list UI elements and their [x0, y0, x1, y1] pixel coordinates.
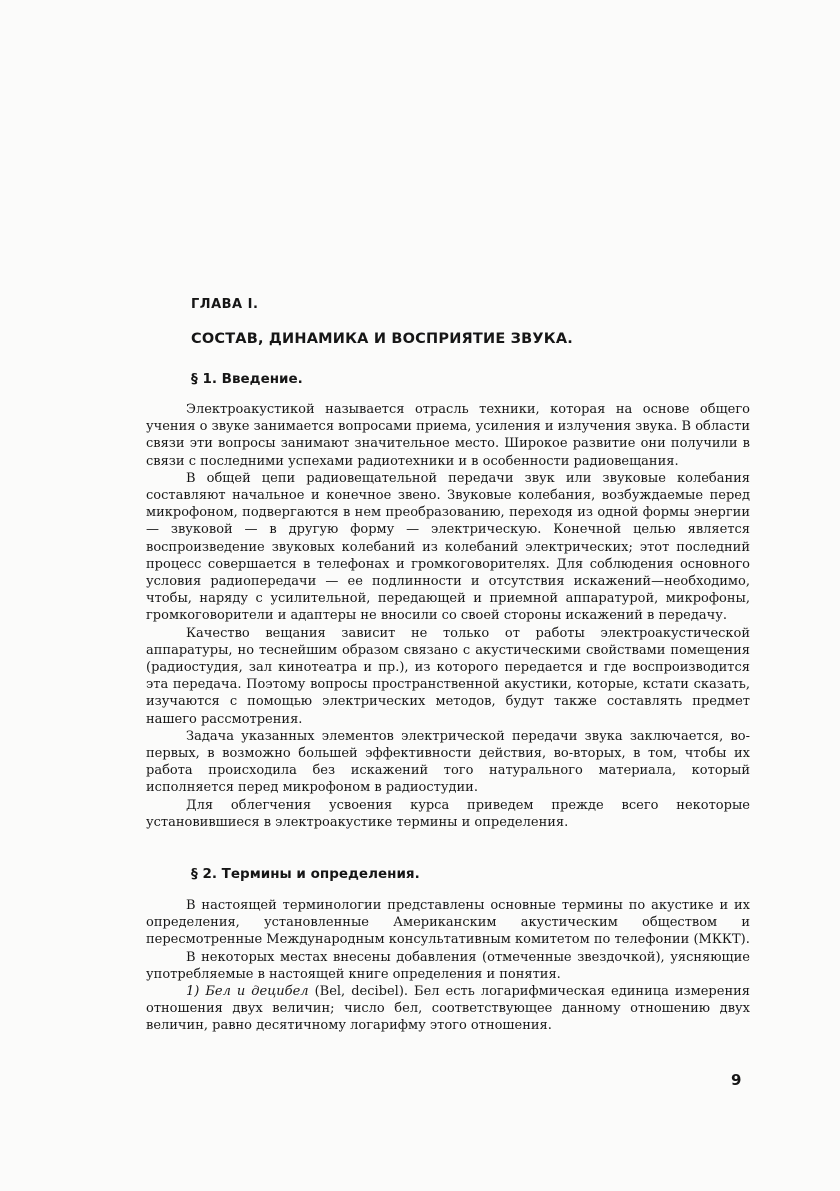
paragraph: Качество вещания зависит не только от работы электроакустической аппаратуры, но теснейшим образом связано с акустическими свойствами помещения (радиостудия, зал кинотеатра и пр.), из которого передается и где воспроизводится эта передача. Поэтому вопросы пространственной акустики, которые, кстати сказать, изучаются с помощью электрических методов, будут также составлять предмет нашего рассмотрения. [146, 625, 750, 727]
chapter-label: ГЛАВА I. [191, 297, 259, 312]
paragraph: В некоторых местах внесены добавления (отмеченные звездочкой), уясняющие употребляемые в настоящей книге определения и понятия. [146, 949, 750, 982]
paragraph: Электроакустикой называется отрасль техники, которая на основе общего учения о звуке занимается вопросами приема, усиления и излучения звука. В области связи эти вопросы занимают значительное место. Широкое развитие они получили в связи с последними успехами радиотехники и в особенности радиовещания. [146, 402, 750, 469]
paragraph: Задача указанных элементов электрической передачи звука заключается, во-первых, в возможно большей эффективности действия, во-вторых, в том, чтобы их работа происходила без искажений того натурального материала, который исполняется перед микрофоном в радиостудии. [146, 728, 750, 796]
section-heading-introduction: § 1. Введение. [191, 371, 303, 387]
term-definition [146, 983, 750, 1035]
paragraph: В настоящей терминологии представлены основные термины по акустике и их определения, установленные Американским акустическим обществом и пересмотренные Международным консультативным комитетом по телефонии (МККТ). [146, 898, 750, 948]
paragraph: Для облегчения усвоения курса приведем прежде всего некоторые установившиеся в электроакустике термины и определения. [146, 797, 750, 830]
section-terms-body [146, 897, 750, 1035]
paragraph: В общей цепи радиовещательной передачи звук или звуковые колебания составляют начальное и конечное звено. Звуковые колебания, возбуждаемые перед микрофоном, подвергаются в нем преобразованию, переходя из одной формы энергии — звуковой — в другую форму — электрическую. Конечной целью является воспроизведение звуковых колебаний из колебаний электрических; этот последний процесс совершается в телефонах и громкоговорителях. Для соблюдения основного условия радиопередачи — ее подлинности и отсутствия искажений—необходимо, чтобы, наряду с усилительной, передающей и приемной аппаратурой, микрофоны, громкоговорители и адаптеры не вносили со своей стороны искажений в передачу. [146, 470, 750, 624]
chapter-title: СОСТАВ, ДИНАМИКА И ВОСПРИЯТИЕ ЗВУКА. [191, 331, 573, 347]
term-name: 1) Бел и децибел [186, 984, 309, 1000]
page-number: 9 [731, 1071, 742, 1089]
section-introduction-body [146, 401, 750, 831]
section-heading-terms: § 2. Термины и определения. [191, 866, 420, 882]
term-text: (Bel, decibel). Бел есть логарифмическая единица измерения отношения двух величин; число бел, соответствующее данному отношению двух величин, равно десятичному логарифму этого отношения. [146, 984, 750, 1034]
